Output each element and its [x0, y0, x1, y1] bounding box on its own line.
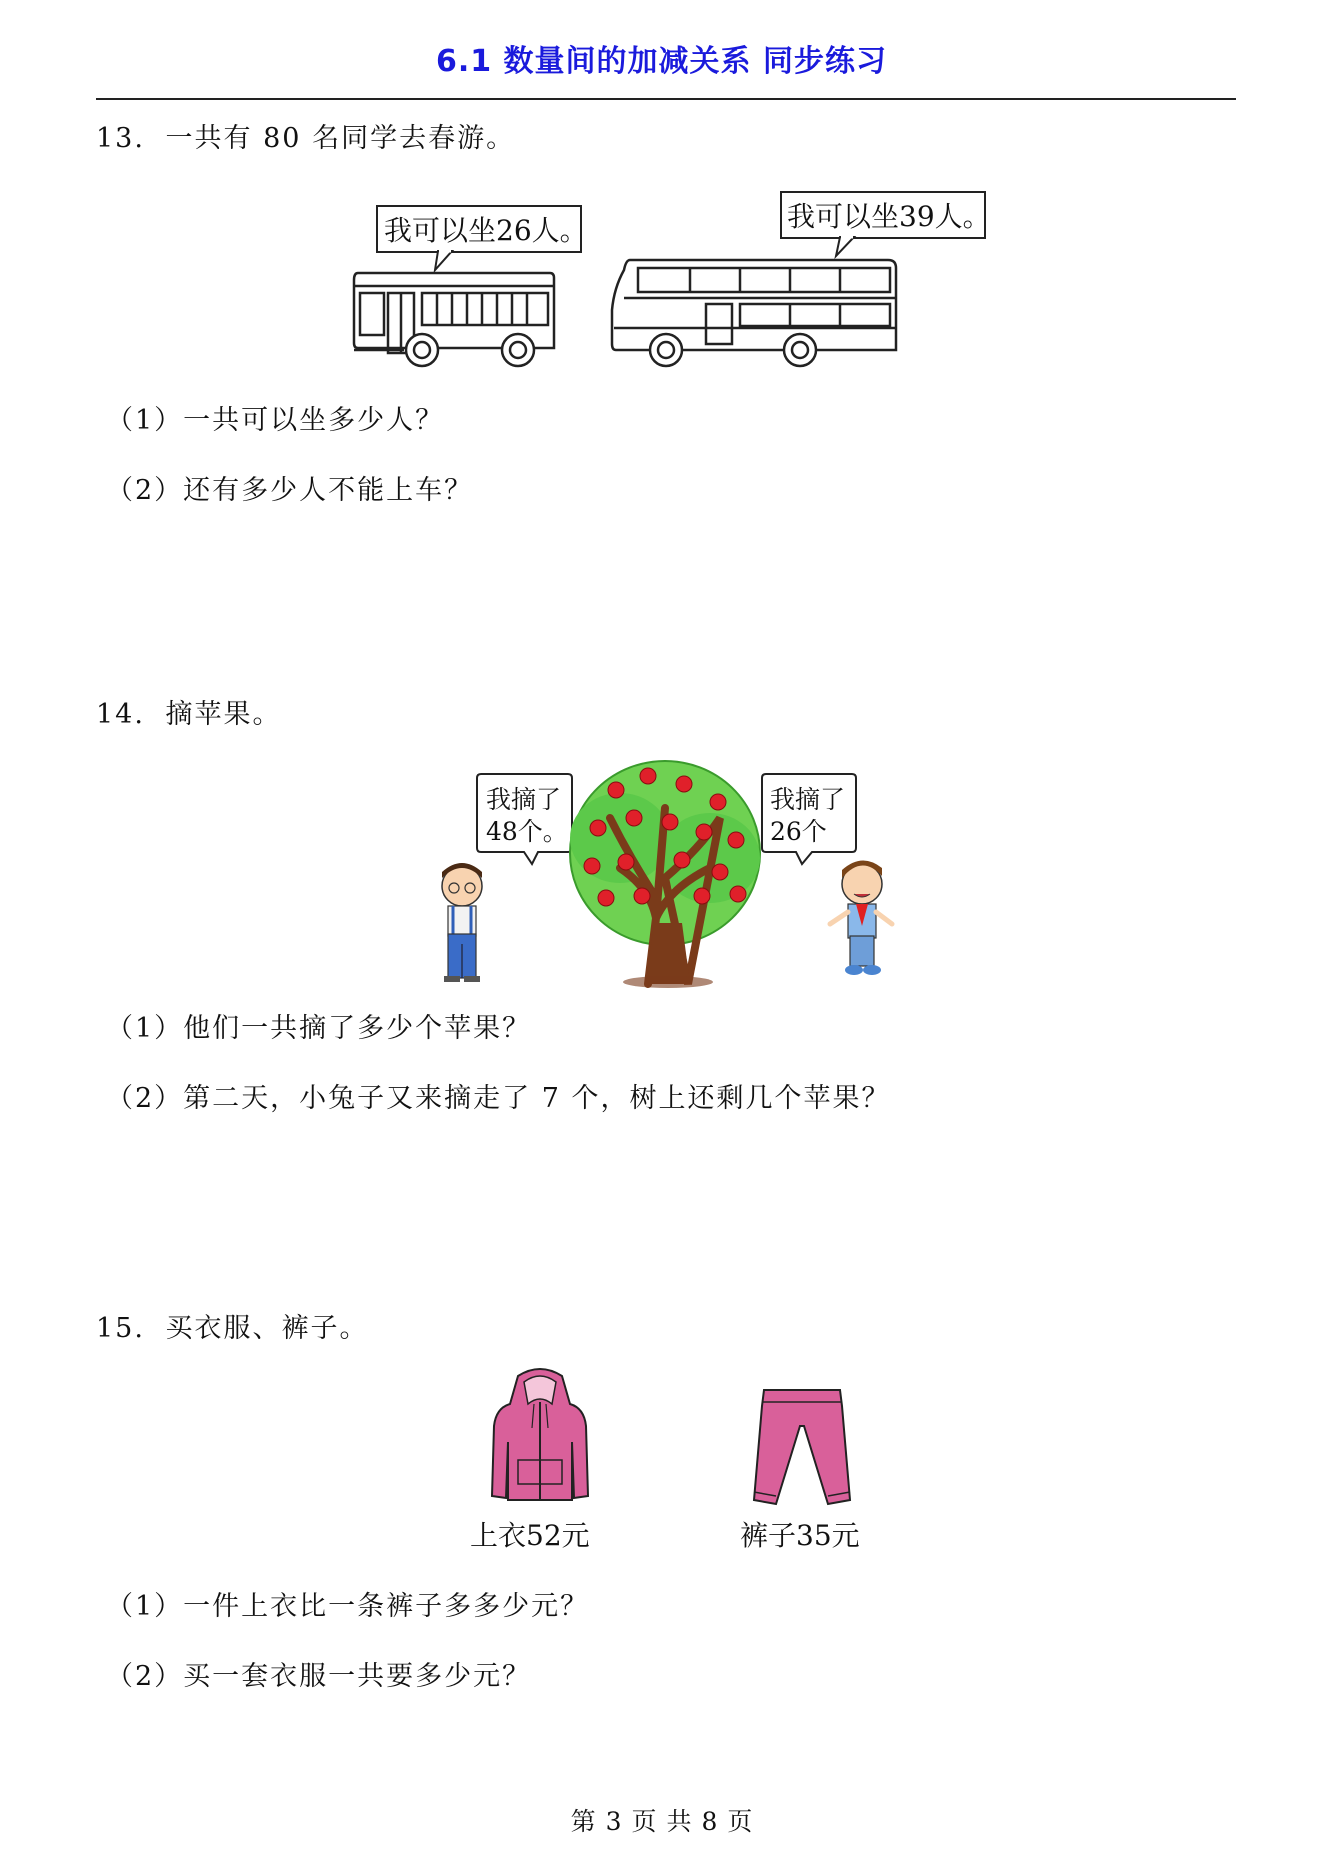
jacket-icon	[490, 1368, 590, 1504]
page-footer	[0, 1802, 1323, 1838]
question-13-stem	[96, 116, 515, 155]
footer-word: 页	[727, 1807, 753, 1836]
current-page-number: 3	[605, 1807, 622, 1836]
footer-word: 页	[631, 1807, 657, 1836]
question-text: 摘苹果。	[165, 699, 282, 730]
question-14-stem	[96, 692, 282, 731]
question-14-sub-2: （2）第二天，小兔子又来摘走了 7 个，树上还剩几个苹果？	[106, 1083, 891, 1114]
speech-bubble-big-bus	[781, 192, 991, 256]
header-divider	[96, 98, 1236, 100]
apple-tree-illustration	[420, 748, 910, 986]
question-number: 13.	[96, 123, 145, 154]
footer-word: 第	[570, 1807, 596, 1836]
bubble-line: 48个。	[486, 817, 568, 846]
small-bus-icon	[354, 273, 554, 366]
question-13-sub-1: （1）一共可以坐多少人？	[106, 405, 445, 436]
question-15-sub-1: （1）一件上衣比一条裤子多多少元？	[106, 1591, 590, 1622]
bus-illustration	[340, 178, 991, 368]
question-15-sub-2: （2）买一套衣服一共要多少元？	[106, 1661, 532, 1692]
jacket-price-label: 上衣52元	[470, 1519, 590, 1552]
page-title: 6.1 数量间的加减关系 同步练习	[435, 44, 888, 79]
question-13-sub-2: （2）还有多少人不能上车？	[106, 475, 474, 506]
bubble-line: 我摘了	[770, 785, 846, 814]
question-number: 14.	[96, 699, 145, 730]
question-number: 15.	[96, 1313, 145, 1344]
total-page-number: 8	[701, 1807, 718, 1836]
question-text: 一共有 80 名同学去春游。	[165, 123, 516, 154]
pants-icon	[752, 1386, 852, 1508]
apple-tree-icon	[570, 761, 760, 988]
pants-price-label: 裤子35元	[740, 1519, 860, 1552]
bubble-text: 我可以坐26人。	[384, 214, 588, 247]
speech-bubble-left	[477, 774, 572, 864]
footer-word: 共	[666, 1807, 692, 1836]
double-decker-bus-icon	[612, 260, 896, 366]
bubble-line: 我摘了	[486, 785, 562, 814]
question-14-sub-1: （1）他们一共摘了多少个苹果？	[106, 1013, 532, 1044]
speech-bubble-small-bus	[377, 206, 588, 270]
question-text: 买衣服、裤子。	[165, 1313, 369, 1344]
speech-bubble-right	[762, 774, 856, 864]
boy-right-icon	[830, 860, 892, 975]
boy-left-icon	[442, 863, 482, 982]
bubble-line: 26个	[770, 817, 827, 846]
question-15-stem	[96, 1306, 369, 1345]
bubble-text: 我可以坐39人。	[787, 200, 991, 233]
